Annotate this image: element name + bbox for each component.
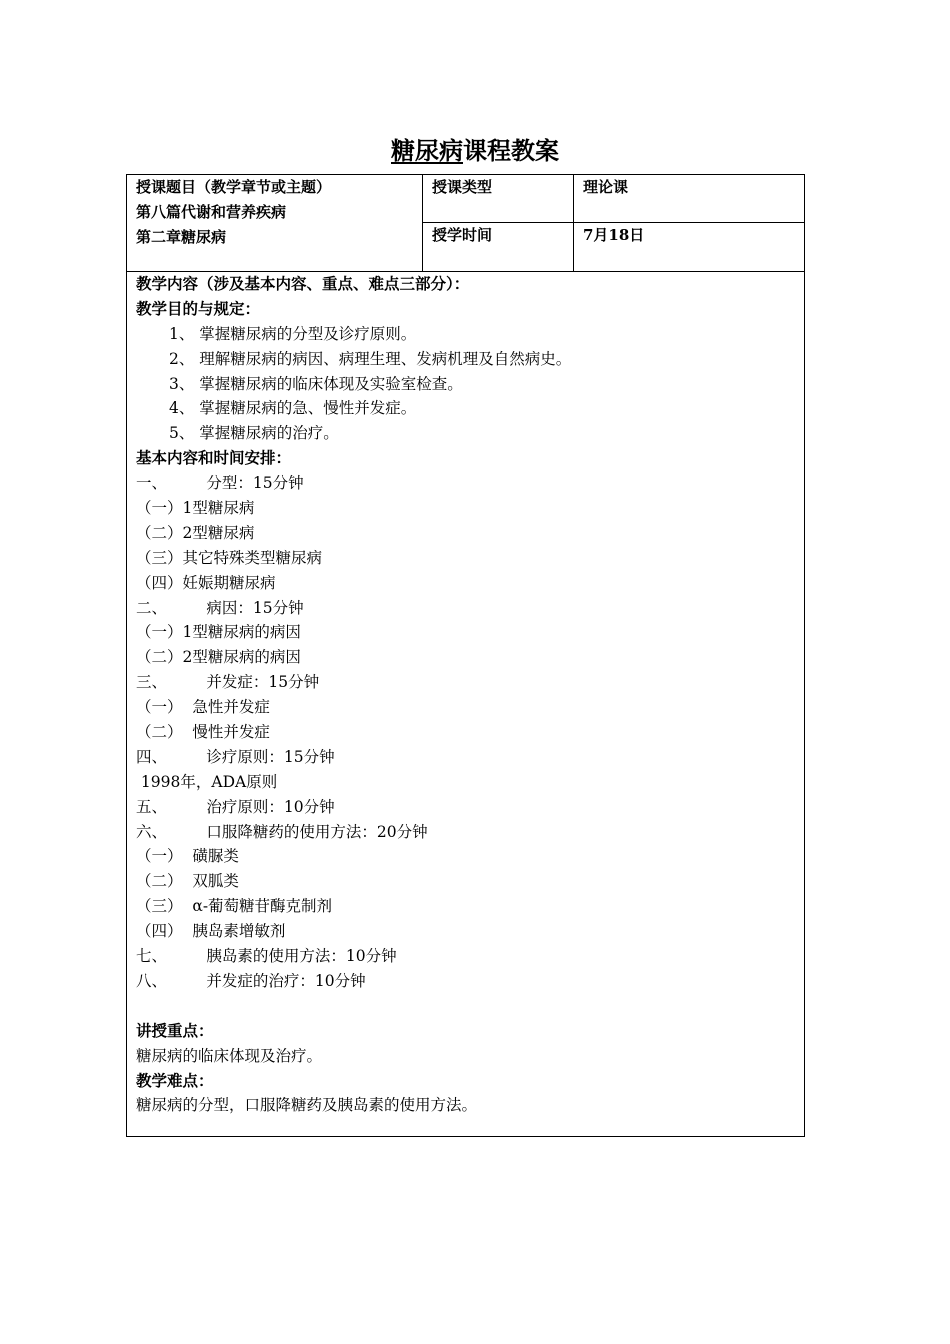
goal-item: 1、 掌握糖尿病的分型及诊疗原则。 <box>169 324 417 343</box>
goal-item: 5、 掌握糖尿病的治疗。 <box>169 424 339 443</box>
schedule-item: 一、 分型：15分钟 <box>136 474 304 493</box>
schedule-item: 三、 并发症：15分钟 <box>136 673 320 692</box>
schedule-item: （二） 慢性并发症 <box>136 723 270 742</box>
schedule-item: 八、 并发症的治疗：10分钟 <box>136 971 366 990</box>
difficulties-text: 糖尿病的分型，口服降糖药及胰岛素的使用方法。 <box>136 1096 478 1115</box>
topic-label: 授课题目（教学章节或主题） <box>136 178 332 196</box>
schedule-item: 二、 病因：15分钟 <box>136 598 304 617</box>
schedule-heading: 基本内容和时间安排： <box>136 448 292 468</box>
difficulties-heading: 教学难点： <box>136 1070 214 1090</box>
schedule-item: （一） 急性并发症 <box>136 698 270 717</box>
goals-heading: 教学目的与规定： <box>136 298 261 318</box>
schedule-item: （四）妊娠期糖尿病 <box>136 573 276 592</box>
content-heading: 教学内容（涉及基本内容、重点、难点三部分）： <box>136 274 470 293</box>
content-body <box>136 272 796 1118</box>
topic-line2: 第二章糖尿病 <box>136 228 227 246</box>
type-value: 理论课 <box>583 178 629 196</box>
time-label: 授学时间 <box>432 226 493 244</box>
title-rest: 课程教案 <box>463 136 559 165</box>
schedule-item: 七、 胰岛素的使用方法：10分钟 <box>136 947 397 966</box>
schedule-item: 四、 诊疗原则：15分钟 <box>136 747 335 766</box>
schedule-item: （三） α-葡萄糖苷酶克制剂 <box>136 897 333 916</box>
schedule-item: （二）2型糖尿病的病因 <box>136 648 301 667</box>
schedule-item: （一） 磺脲类 <box>136 847 239 866</box>
spacer <box>136 994 796 1019</box>
schedule-item: （一）1型糖尿病 <box>136 499 255 518</box>
title-underlined: 糖尿病 <box>391 136 463 165</box>
key-points-text: 糖尿病的临床体现及治疗。 <box>136 1046 323 1065</box>
divider-topic <box>422 174 423 272</box>
schedule-item: 五、 治疗原则：10分钟 <box>136 797 335 816</box>
divider-type <box>573 174 574 272</box>
key-points-heading: 讲授重点： <box>136 1020 214 1040</box>
schedule-item: （二）2型糖尿病 <box>136 523 255 542</box>
schedule-item: 1998年，ADA原则 <box>136 772 278 791</box>
topic-cell <box>136 175 331 250</box>
topic-line1: 第八篇代谢和营养疾病 <box>136 203 287 221</box>
schedule-item: 六、 口服降糖药的使用方法：20分钟 <box>136 822 428 841</box>
schedule-item: （一）1型糖尿病的病因 <box>136 623 301 642</box>
schedule-item: （四） 胰岛素增敏剂 <box>136 922 286 941</box>
time-value: 7月18日 <box>583 226 645 244</box>
document-title <box>0 131 950 166</box>
schedule-item: （三）其它特殊类型糖尿病 <box>136 548 323 567</box>
goal-item: 2、 理解糖尿病的病因、病理生理、发病机理及自然病史。 <box>169 349 572 368</box>
goal-item: 3、 掌握糖尿病的临床体现及实验室检查。 <box>169 374 463 393</box>
schedule-item: （二） 双胍类 <box>136 872 239 891</box>
type-label: 授课类型 <box>432 178 493 196</box>
goal-item: 4、 掌握糖尿病的急、慢性并发症。 <box>169 399 417 418</box>
